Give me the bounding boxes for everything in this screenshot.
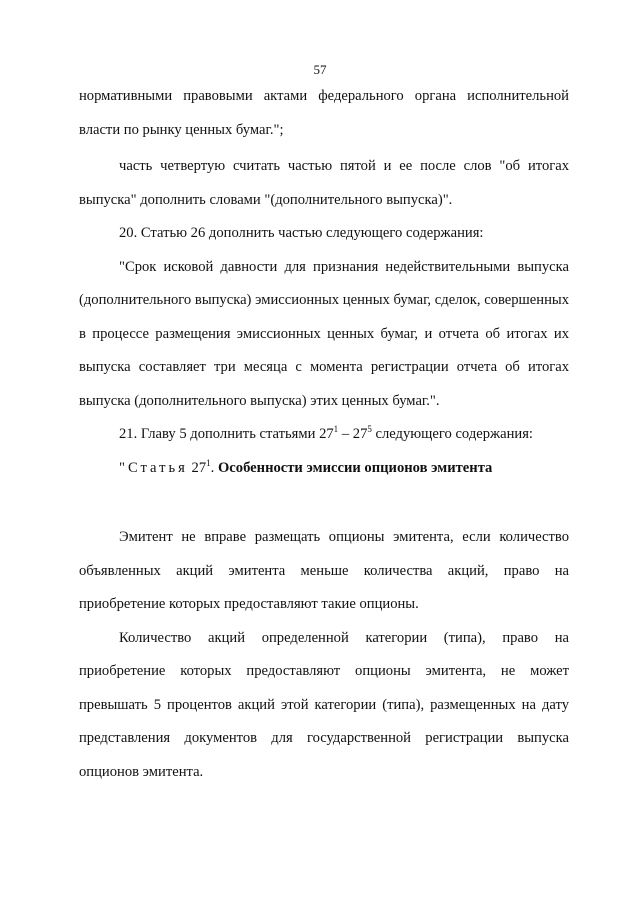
item-21-suffix: следующего содержания: [371,426,533,442]
article-number-sup: 1 [206,457,211,468]
article-heading [79,452,569,486]
paragraph-option-limit: Количество акций определенной категории (типа), право на приобретение которых предоставляют опционы эмитента, не может превышать 5 процентов акций этой категории (типа), размещенных на дату представления документов для государственной регистрации выпуска опционов эмитента. [79,629,569,780]
text-block-article [79,521,569,789]
paragraph-limitation-period: "Срок исковой давности для признания недействительными выпуска (дополнительного выпуска) эмиссионных ценных бумаг, сделок, совершенных в процессе размещения эмиссионных ценных бумаг, и отчета об итогах их выпуска составляет три месяца с момента регистрации отчета об итогах выпуска (дополнительного выпуска) этих ценных бумаг.". [79,258,569,409]
paragraph-part-four: часть четвертую считать частью пятой и ее после слов "об итогах выпуска" дополнить словами "(дополнительного выпуска)". [79,158,569,208]
paragraph-item-21 [79,418,569,452]
text-block-main [79,150,569,485]
paragraph-continuation: нормативными правовыми актами федерального органа исполнительной власти по рынку ценных бумаг."; [79,88,569,138]
page-number: 57 [313,62,327,77]
article-word: "Статья [119,459,188,476]
item-21-sup-first: 1 [333,424,339,435]
text-block-top [79,80,569,147]
item-21-sup-last: 5 [367,424,372,435]
paragraph-option-restriction: Эмитент не вправе размещать опционы эмитента, если количество объявленных акций эмитента меньше количества акций, право на приобретение которых предоставляют такие опционы. [79,529,569,612]
article-dot: . [210,459,218,476]
paragraph-item-20: 20. Статью 26 дополнить частью следующего содержания: [119,225,484,241]
item-21-dash: – 27 [338,426,368,442]
article-title: Особенности эмиссии опционов эмитента [217,459,493,476]
item-21-prefix: 21. Главу 5 дополнить статьями 27 [119,426,334,442]
article-number: 27 [187,459,207,476]
